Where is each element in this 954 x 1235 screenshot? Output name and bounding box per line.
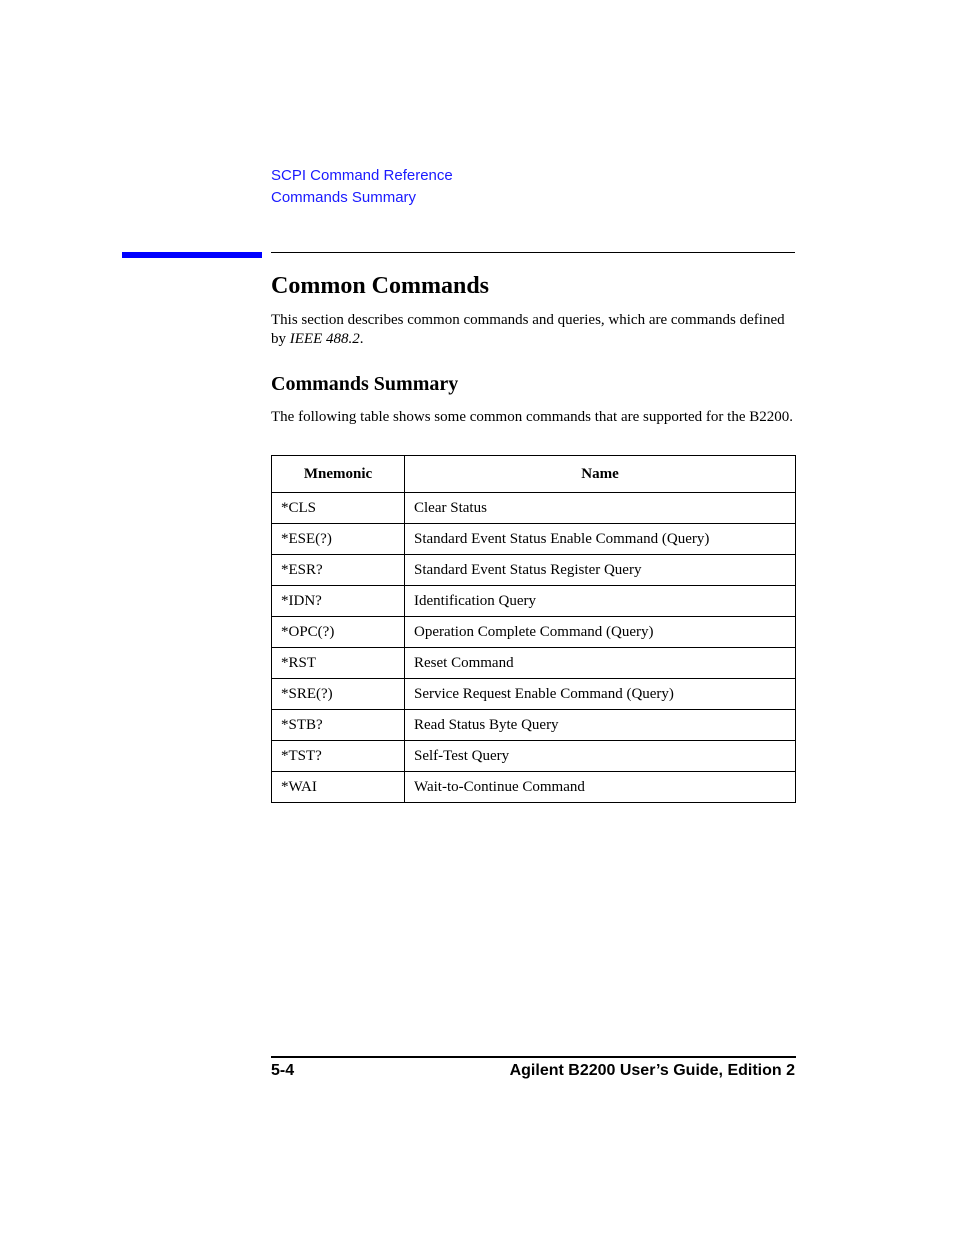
table-row — [272, 493, 796, 524]
column-header-mnemonic: Mnemonic — [272, 456, 405, 493]
mnemonic-cell: *SRE(?) — [272, 679, 405, 710]
table-row — [272, 617, 796, 648]
section-accent-bar — [122, 252, 262, 258]
page-title: Common Commands — [271, 273, 490, 299]
mnemonic-cell: *WAI — [272, 772, 405, 803]
name-cell: Reset Command — [405, 648, 796, 679]
mnemonic-cell: *RST — [272, 648, 405, 679]
name-cell: Wait-to-Continue Command — [405, 772, 796, 803]
table-intro-paragraph: The following table shows some common commands that are supported for the B2200. — [271, 409, 793, 425]
page-number: 5-4 — [271, 1062, 295, 1079]
table-row — [272, 772, 796, 803]
name-cell: Service Request Enable Command (Query) — [405, 679, 796, 710]
footer-guide-title: Agilent B2200 User’s Guide, Edition 2 — [509, 1062, 795, 1079]
mnemonic-cell: *OPC(?) — [272, 617, 405, 648]
table-row — [272, 648, 796, 679]
mnemonic-cell: *TST? — [272, 741, 405, 772]
table-header-row — [272, 456, 796, 493]
name-cell: Identification Query — [405, 586, 796, 617]
name-cell: Read Status Byte Query — [405, 710, 796, 741]
table-row — [272, 524, 796, 555]
name-cell: Standard Event Status Enable Command (Query) — [405, 524, 796, 555]
name-cell: Standard Event Status Register Query — [405, 555, 796, 586]
intro-text-after: . — [359, 331, 364, 347]
mnemonic-cell: *CLS — [272, 493, 405, 524]
intro-paragraph — [271, 311, 795, 349]
commands-table — [271, 455, 796, 803]
table-row — [272, 586, 796, 617]
name-cell: Operation Complete Command (Query) — [405, 617, 796, 648]
name-cell: Self-Test Query — [405, 741, 796, 772]
mnemonic-cell: *ESR? — [272, 555, 405, 586]
breadcrumb — [271, 165, 453, 209]
breadcrumb-link-chapter[interactable]: SCPI Command Reference — [271, 167, 453, 184]
section-heading: Commands Summary — [271, 373, 459, 395]
mnemonic-cell: *STB? — [272, 710, 405, 741]
column-header-name: Name — [405, 456, 796, 493]
breadcrumb-link-section[interactable]: Commands Summary — [271, 189, 417, 206]
mnemonic-cell: *IDN? — [272, 586, 405, 617]
mnemonic-cell: *ESE(?) — [272, 524, 405, 555]
footer-divider — [271, 1056, 796, 1058]
table-row — [272, 555, 796, 586]
intro-text-before: This section describes common commands and queries, which are commands defined by — [271, 312, 785, 347]
table-row — [272, 741, 796, 772]
section-divider — [271, 252, 795, 253]
name-cell: Clear Status — [405, 493, 796, 524]
intro-emphasis: IEEE 488.2 — [289, 331, 360, 347]
table-row — [272, 710, 796, 741]
table-row — [272, 679, 796, 710]
